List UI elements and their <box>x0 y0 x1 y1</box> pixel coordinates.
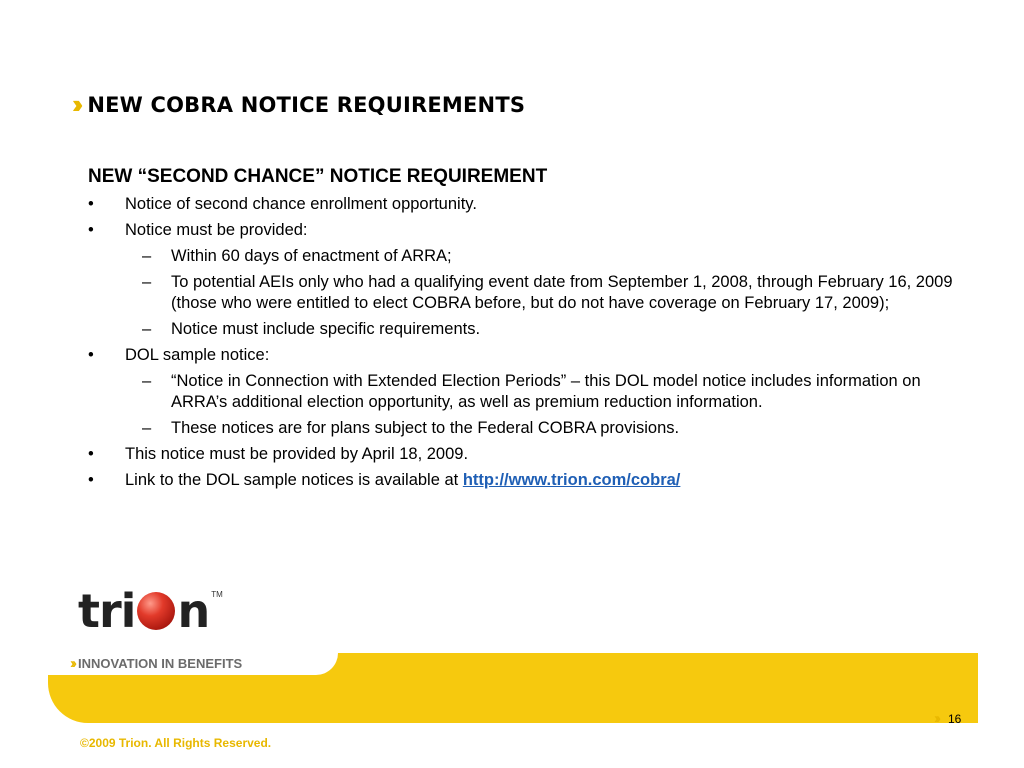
bullet-icon: • <box>88 471 94 489</box>
sub-bullet-text: Within 60 days of enactment of ARRA; <box>171 247 452 265</box>
sub-bullet-item <box>88 246 958 267</box>
sub-bullet-text: Notice must include specific requirements. <box>171 320 481 338</box>
page-number: 16 <box>948 711 962 726</box>
logo-text-left: tri <box>78 584 136 638</box>
tagline-text: INNOVATION IN BENEFITS <box>78 656 243 671</box>
red-ball-icon <box>137 592 175 630</box>
bullet-text: Notice of second chance enrollment opportunity. <box>125 195 477 213</box>
dash-icon: – <box>142 273 152 291</box>
trion-logo <box>78 584 223 638</box>
section-heading: NEW “SECOND CHANCE” NOTICE REQUIREMENT <box>88 166 548 187</box>
bullet-icon: • <box>88 346 94 364</box>
slide-body <box>88 166 958 496</box>
bullet-item <box>88 220 958 240</box>
sub-bullet-item <box>88 272 958 314</box>
bullet-text: Notice must be provided: <box>125 221 308 239</box>
sub-bullet-item <box>88 319 958 340</box>
bullet-text: DOL sample notice: <box>125 346 270 364</box>
bullet-icon: • <box>88 445 94 463</box>
slide-title: NEW COBRA NOTICE REQUIREMENTS <box>87 93 526 117</box>
dash-icon: – <box>142 320 152 338</box>
bullet-text: Link to the DOL sample notices is available at <box>125 471 463 489</box>
chevron-icon: ›› <box>934 710 938 727</box>
sub-bullet-text: “Notice in Connection with Extended Election Periods” – this DOL model notice includes information on ARRA’s additional election opportunity, as well as premium reduction information. <box>171 372 921 411</box>
bullet-icon: • <box>88 195 94 213</box>
bullet-item <box>88 470 958 490</box>
sub-bullet-text: To potential AEIs only who had a qualifying event date from September 1, 2008, through February 16, 2009 (those who were entitled to elect COBRA before, but do not have coverage on February 17, 2009); <box>171 273 953 312</box>
bullet-text: This notice must be provided by April 18, 2009. <box>125 445 469 463</box>
dash-icon: – <box>142 419 152 437</box>
chevron-icon: ›› <box>72 89 78 119</box>
chevron-icon: ›› <box>70 655 74 672</box>
bullet-item <box>88 345 958 365</box>
bullet-item <box>88 194 958 214</box>
sub-bullet-item <box>88 371 958 413</box>
page-indicator <box>934 710 961 727</box>
bullet-item <box>88 444 958 464</box>
logo-text-right: n <box>177 584 210 638</box>
tagline <box>70 655 242 672</box>
dash-icon: – <box>142 372 152 390</box>
dash-icon: – <box>142 247 152 265</box>
dol-notices-link[interactable]: http://www.trion.com/cobra/ <box>462 471 681 489</box>
slide-title-row <box>72 88 525 119</box>
sub-bullet-text: These notices are for plans subject to the Federal COBRA provisions. <box>171 419 680 437</box>
copyright-notice: ©2009 Trion. All Rights Reserved. <box>80 736 272 750</box>
sub-bullet-item <box>88 418 958 439</box>
bullet-icon: • <box>88 221 94 239</box>
trademark-mark: TM <box>211 590 223 599</box>
